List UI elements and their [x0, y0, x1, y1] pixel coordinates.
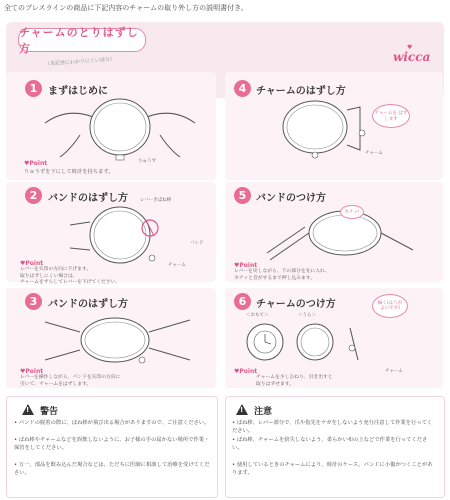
- band-label: バンド: [190, 241, 204, 246]
- caution-icon: !: [236, 404, 248, 415]
- pull-bubble: 輪く(はうが よいです): [372, 294, 408, 318]
- step-6-illustration: [240, 318, 360, 368]
- step-title-6: チャームのつけ方: [256, 299, 336, 310]
- caution-item-3: • 使用しているときのチャームにより、時計のケース、バンドに小傷がつくことがあります。: [232, 462, 433, 476]
- step-title-1: まずはじめに: [48, 86, 108, 97]
- step-2-illustration: [60, 200, 190, 270]
- step-number-5: 5: [234, 187, 251, 204]
- warning-icon: !: [22, 404, 34, 415]
- front-label: ＜おもて＞: [246, 313, 269, 318]
- step-3-point-text: レバーを操作しながら、バンドを矢印の方向に 引いて、チャームをはずします。: [20, 375, 121, 387]
- warning-item-3: • 万一、部品を飲み込んだ場合などは、ただちに医師に相談して治療を受けてください。: [14, 462, 210, 476]
- step-3-illustration: [40, 310, 200, 370]
- step-6-point-text: チャームを少しひねり、引き出すと 取りはずせます。: [256, 375, 333, 387]
- step-5-point-text: レバーを戻しながら、下の部分を先に入れ、 カチッと音がするまで押し込みます。: [234, 269, 330, 281]
- step-4-illustration: [260, 95, 380, 165]
- step-number-6: 6: [234, 293, 251, 310]
- back-label: ＜うら＞: [298, 313, 316, 318]
- step-number-2: 2: [25, 187, 42, 204]
- step-title-5: バンドのつけ方: [256, 193, 326, 204]
- heart-icon: ♥: [20, 260, 26, 267]
- brand-logo: wicca: [393, 50, 431, 64]
- page-title: チャームのとりはずし方: [18, 28, 146, 52]
- step-2-point-label: ♥Point: [20, 260, 44, 267]
- charm-label-2: チャーム: [168, 263, 186, 268]
- click-bubble: カチッ!: [340, 205, 364, 219]
- logo-heart-icon: ♥: [407, 44, 413, 51]
- step-1-illustration: [40, 95, 200, 165]
- warning-item-1: • バンドの脱着の際に、ばね棒が飛び出る場合がありますので、ご注意ください。: [14, 420, 210, 426]
- step-1-point-label: ♥Point: [24, 160, 48, 167]
- caution-title: 注意: [254, 407, 273, 417]
- charm-label-4: チャーム: [365, 151, 383, 156]
- warning-title: 警告: [40, 407, 59, 417]
- heart-icon: ♥: [234, 262, 240, 269]
- header-note: 全てのブレスラインの商品に下記内容のチャームの取り外し方の説明書付き。: [4, 4, 248, 12]
- charm-label-6: チャーム: [385, 369, 403, 374]
- lever-label: レバーきぱね棒: [140, 198, 172, 203]
- step-3-point-label: ♥Point: [20, 368, 44, 375]
- step-2-point-text: レバーを矢印の方向に下げます。 取りはずしにくい場合は、 チャームをずらしてレバーを下げてください。: [20, 267, 121, 285]
- caution-item-2: • ばね棒、チャームを紛失しないよう、柔らかい布の上などで作業を行ってください。: [232, 437, 428, 451]
- step-number-4: 4: [234, 80, 251, 97]
- step-6-point-label: ♥Point: [234, 368, 258, 375]
- heart-icon: ♥: [24, 160, 30, 167]
- warning-item-2: • ばね棒やチャームなどを誤飲しないように、お子様の手の届かない場所で作業・保管をしてください。: [14, 437, 210, 451]
- step-title-2: バンドのはずし方: [48, 193, 128, 204]
- step-number-3: 3: [25, 293, 42, 310]
- step-title-4: チャームのはずし方: [256, 86, 346, 97]
- step-title-3: バンドのはずし方: [48, 299, 128, 310]
- heart-icon: ♥: [234, 368, 240, 375]
- remove-charm-bubble: チャームを はずします: [372, 104, 410, 128]
- step-number-1: 1: [25, 80, 42, 97]
- heart-icon: ♥: [20, 368, 26, 375]
- caution-item-1: • ばね棒、レバー部分で、爪や指先をケガをしないよう充分注意して作業を行ってください。: [232, 420, 433, 434]
- step-1-point-text: りゅうずを下にして時計を持ちます。: [24, 169, 114, 175]
- step-5-point-label: ♥Point: [234, 262, 258, 269]
- page-subtitle: （未記述にわかりにくい部分）: [44, 56, 116, 68]
- crown-label: りゅうず: [138, 159, 156, 164]
